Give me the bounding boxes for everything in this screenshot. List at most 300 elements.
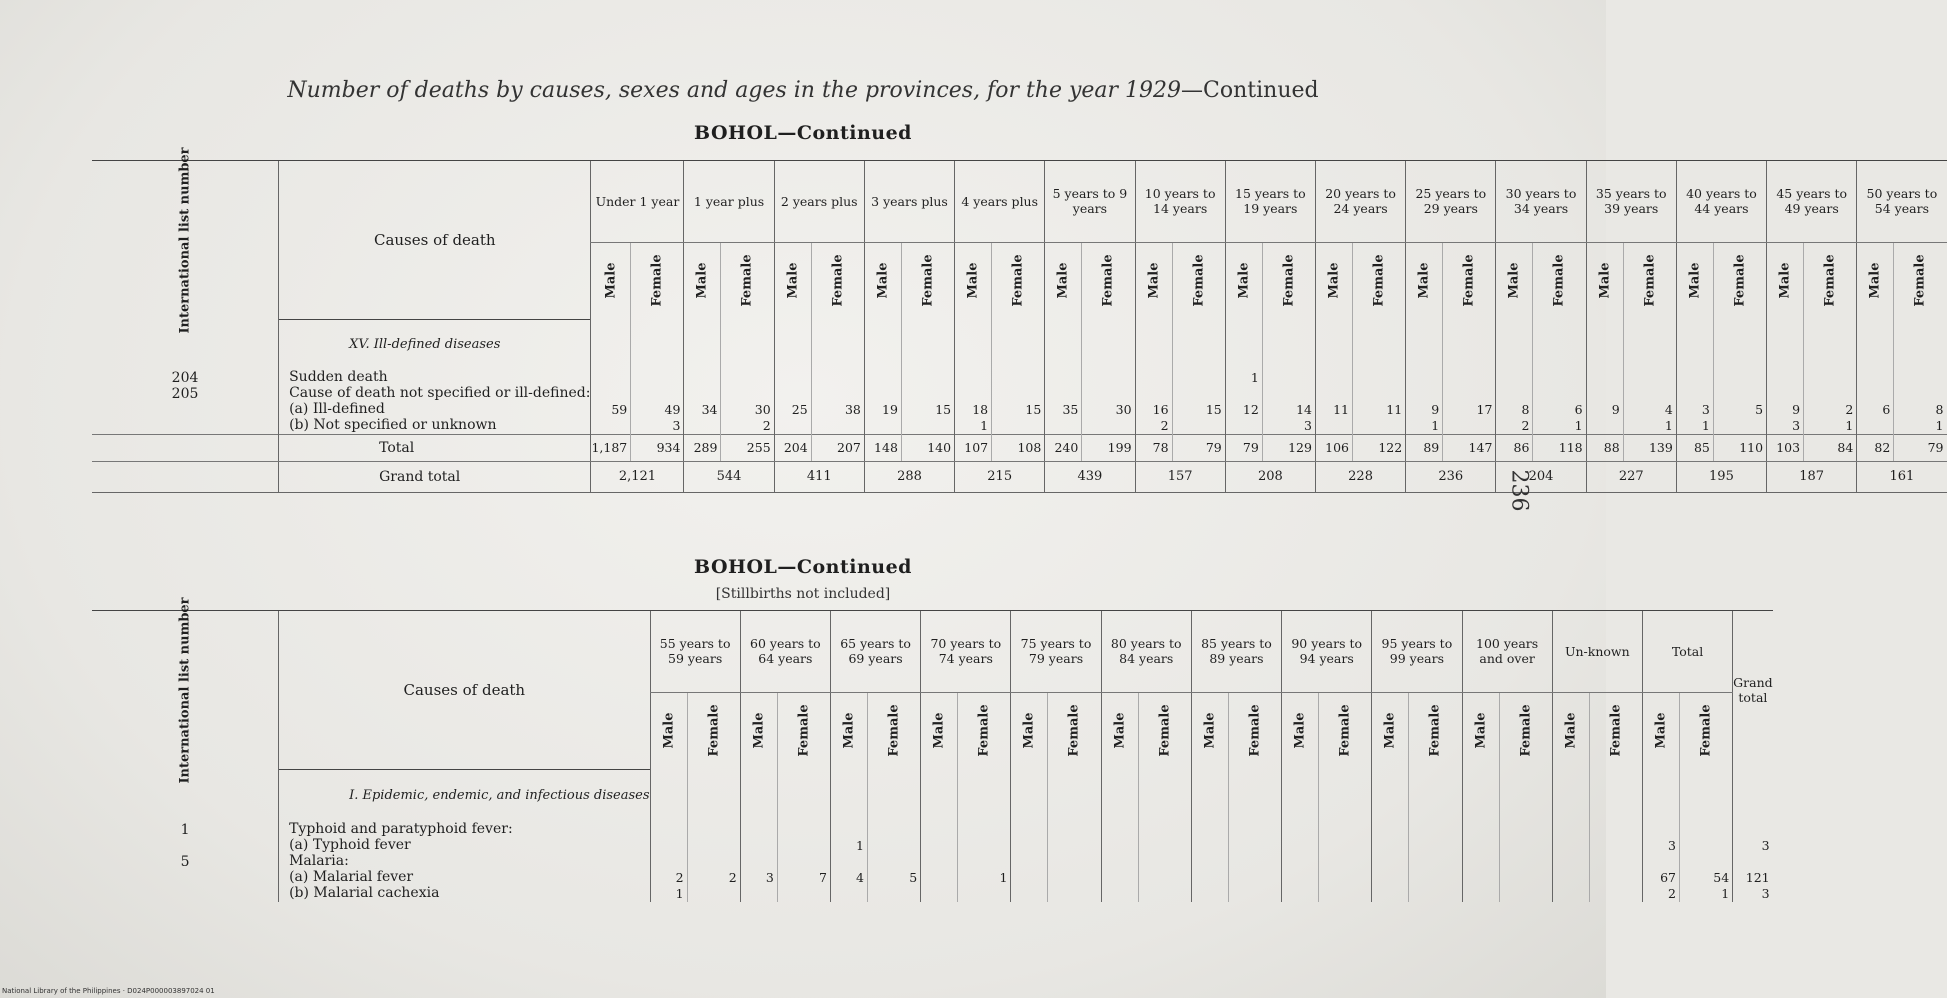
intl-code [92, 838, 279, 854]
value-cell [774, 418, 811, 435]
col-male [740, 692, 777, 769]
value-cell [1082, 370, 1135, 386]
value-cell [1191, 854, 1228, 870]
value-cell [1499, 838, 1552, 854]
total-cell: 122 [1353, 434, 1406, 461]
value-cell: 1 [955, 418, 992, 435]
value-cell [1048, 854, 1101, 870]
col-male [1642, 692, 1679, 769]
value-cell [687, 854, 740, 870]
value-cell: 1 [830, 838, 867, 854]
value-cell: 1 [958, 870, 1011, 886]
sex-label: Female [1100, 254, 1116, 307]
age-group-header: 90 years to 94 years [1282, 611, 1372, 693]
value-cell [1589, 838, 1642, 854]
value-cell [1552, 886, 1589, 902]
value-cell [1045, 370, 1082, 386]
col-male [864, 242, 901, 319]
value-cell [1045, 386, 1082, 402]
value-cell: 2 [1496, 418, 1533, 435]
value-cell: 4 [1623, 402, 1676, 418]
total-cell: 107 [955, 434, 992, 461]
value-cell [1462, 854, 1499, 870]
value-cell [1713, 386, 1766, 402]
value-cell [864, 370, 901, 386]
total-cell: 85 [1676, 434, 1713, 461]
value-cell [1409, 854, 1462, 870]
value-cell [1586, 386, 1623, 402]
table-row [92, 370, 1947, 386]
cause-text: Sudden death [289, 369, 388, 385]
col-female [631, 242, 684, 319]
grand-total-cell: 121 [1733, 870, 1773, 886]
value-cell [1319, 886, 1372, 902]
value-cell: 54 [1679, 870, 1732, 886]
sex-label: Male [1202, 712, 1218, 749]
grand-total-cell: 161 [1857, 461, 1947, 492]
value-cell: 34 [684, 402, 721, 418]
col-female [1589, 692, 1642, 769]
value-cell [1857, 418, 1894, 435]
value-cell [1857, 386, 1894, 402]
value-cell [830, 822, 867, 838]
table1-heading: BOHOL—Continued [694, 122, 912, 144]
sex-label: Female [976, 704, 992, 757]
col-male [1011, 692, 1048, 769]
sex-label: Female [920, 254, 936, 307]
sex-label: Male [603, 262, 619, 299]
value-cell: 1 [1679, 886, 1732, 902]
value-cell [1462, 886, 1499, 902]
cause-label [279, 386, 591, 402]
value-cell [1315, 386, 1352, 402]
intl-code [92, 402, 279, 418]
value-cell [992, 370, 1045, 386]
sex-label: Male [1597, 262, 1613, 299]
table-row [92, 838, 1773, 854]
sex-label: Male [661, 712, 677, 749]
value-cell: 67 [1642, 870, 1679, 886]
value-cell [1135, 386, 1172, 402]
value-cell [1589, 854, 1642, 870]
value-cell: 30 [1082, 402, 1135, 418]
sex-label: Male [751, 712, 767, 749]
value-cell [1262, 386, 1315, 402]
col-male [1552, 692, 1589, 769]
sex-label: Male [694, 262, 710, 299]
value-cell [958, 838, 1011, 854]
section-row [92, 769, 1773, 822]
sex-label: Male [1382, 712, 1398, 749]
table-row [92, 854, 1773, 870]
sex-label: Female [1698, 704, 1714, 757]
value-cell [1319, 838, 1372, 854]
value-cell [992, 418, 1045, 435]
sex-label: Female [1157, 704, 1173, 757]
value-cell [1679, 838, 1732, 854]
col-female [1353, 242, 1406, 319]
sex-label: Male [841, 712, 857, 749]
cause-text: (a) Ill-defined [289, 401, 385, 417]
value-cell [1135, 370, 1172, 386]
total-cell: 148 [864, 434, 901, 461]
value-cell: 9 [1406, 402, 1443, 418]
value-cell [830, 854, 867, 870]
t2-header-ages [92, 611, 1773, 693]
total-cell: 147 [1443, 434, 1496, 461]
grand-total-cell: 208 [1225, 461, 1315, 492]
value-cell: 18 [955, 402, 992, 418]
value-cell: 9 [1586, 402, 1623, 418]
value-cell [1172, 370, 1225, 386]
sex-label: Male [1687, 262, 1703, 299]
sex-label: Male [1777, 262, 1793, 299]
value-cell [1406, 386, 1443, 402]
total-cell: 82 [1857, 434, 1894, 461]
sex-label: Male [931, 712, 947, 749]
value-cell: 19 [864, 402, 901, 418]
sex-label: Female [706, 704, 722, 757]
value-cell: 11 [1353, 402, 1406, 418]
sex-label: Female [1337, 704, 1353, 757]
col-male [1101, 692, 1138, 769]
section-title: I. Epidemic, endemic, and infectious diseases [279, 769, 650, 822]
col-male [1767, 242, 1804, 319]
col-intl-label: International list number [177, 146, 193, 334]
grand-total-cell: 2,121 [591, 461, 684, 492]
age-group-header: 20 years to 24 years [1315, 161, 1405, 243]
value-cell: 7 [777, 870, 830, 886]
sex-label: Female [1642, 254, 1658, 307]
value-cell [1409, 870, 1462, 886]
value-cell: 6 [1533, 402, 1586, 418]
sex-label: Female [1010, 254, 1026, 307]
value-cell [1138, 838, 1191, 854]
value-cell [1372, 886, 1409, 902]
col-male [774, 242, 811, 319]
col-male [830, 692, 867, 769]
value-cell [687, 886, 740, 902]
value-cell [921, 886, 958, 902]
value-cell [1228, 838, 1281, 854]
sex-label: Male [965, 262, 981, 299]
total-cell: 118 [1533, 434, 1586, 461]
sex-label: Female [1247, 704, 1263, 757]
total-cell: 79 [1225, 434, 1262, 461]
value-cell: 30 [721, 402, 774, 418]
sex-label: Male [1021, 712, 1037, 749]
value-cell [1589, 870, 1642, 886]
total-cell: 88 [1586, 434, 1623, 461]
value-cell [1804, 370, 1857, 386]
value-cell [1138, 870, 1191, 886]
table2-note: [Stillbirths not included] [715, 586, 891, 602]
value-cell [1679, 822, 1732, 838]
grand-total-cell: 215 [955, 461, 1045, 492]
value-cell: 6 [1857, 402, 1894, 418]
value-cell: 2 [650, 870, 687, 886]
age-group-header: 70 years to 74 years [921, 611, 1011, 693]
age-group-header: 75 years to 79 years [1011, 611, 1101, 693]
value-cell [650, 822, 687, 838]
value-cell: 15 [901, 402, 954, 418]
cause-label [279, 854, 650, 870]
grand-total-label: Grand total [279, 461, 591, 492]
value-cell [1857, 370, 1894, 386]
value-cell [1372, 854, 1409, 870]
col-female [1172, 242, 1225, 319]
total-cell: 78 [1135, 434, 1172, 461]
value-cell [774, 370, 811, 386]
grand-total-cell: 227 [1586, 461, 1676, 492]
total-cell: 110 [1713, 434, 1766, 461]
value-cell [811, 370, 864, 386]
grand-total-cell: 3 [1733, 838, 1773, 854]
grand-total-cell: 204 [1496, 461, 1586, 492]
value-cell [901, 386, 954, 402]
cause-label [279, 886, 650, 902]
value-cell [1101, 870, 1138, 886]
col-male [1315, 242, 1352, 319]
sex-label: Female [1518, 704, 1534, 757]
col-female [958, 692, 1011, 769]
table2-heading: BOHOL—Continued [694, 556, 912, 578]
value-cell [955, 370, 992, 386]
value-cell: 25 [774, 402, 811, 418]
value-cell [1409, 886, 1462, 902]
col-female [992, 242, 1045, 319]
value-cell [1894, 370, 1947, 386]
value-cell [1642, 822, 1679, 838]
age-group-header: Un-known [1552, 611, 1642, 693]
sex-label: Male [785, 262, 801, 299]
value-cell: 1 [1225, 370, 1262, 386]
value-cell [1228, 886, 1281, 902]
value-cell [992, 386, 1045, 402]
value-cell [868, 854, 921, 870]
value-cell: 2 [687, 870, 740, 886]
value-cell: 15 [1172, 402, 1225, 418]
col-female [1679, 692, 1732, 769]
col-intl-number [92, 596, 279, 784]
value-cell [868, 838, 921, 854]
value-cell [1623, 370, 1676, 386]
total-cell: 84 [1804, 434, 1857, 461]
sex-label: Female [796, 704, 812, 757]
value-cell [1282, 838, 1319, 854]
age-group-header: 35 years to 39 years [1586, 161, 1676, 243]
col-male [650, 692, 687, 769]
cause-text: (a) Typhoid fever [289, 837, 411, 853]
col-female [1262, 242, 1315, 319]
value-cell [1138, 822, 1191, 838]
sex-label: Male [1867, 262, 1883, 299]
sex-label: Female [1608, 704, 1624, 757]
total-cell: 934 [631, 434, 684, 461]
age-group-header: 65 years to 69 years [830, 611, 920, 693]
value-cell [740, 822, 777, 838]
age-group-header: 30 years to 34 years [1496, 161, 1586, 243]
col-female [687, 692, 740, 769]
grand-total-cell [1733, 854, 1773, 870]
value-cell: 1 [1804, 418, 1857, 435]
value-cell [1172, 418, 1225, 435]
grand-total-cell: 187 [1767, 461, 1857, 492]
value-cell [1462, 870, 1499, 886]
value-cell [1679, 854, 1732, 870]
value-cell [650, 854, 687, 870]
col-female [1894, 242, 1947, 319]
sex-label: Male [1236, 262, 1252, 299]
sex-label: Female [830, 254, 846, 307]
value-cell [1496, 386, 1533, 402]
value-cell [1586, 370, 1623, 386]
cause-text: Typhoid and paratyphoid fever: [289, 821, 513, 837]
grand-total-cell: 228 [1315, 461, 1405, 492]
value-cell: 2 [1642, 886, 1679, 902]
cause-label [279, 870, 650, 886]
value-cell [811, 386, 864, 402]
value-cell [1172, 386, 1225, 402]
total-cell: 86 [1496, 434, 1533, 461]
value-cell [1319, 854, 1372, 870]
value-cell [958, 822, 1011, 838]
sex-label: Female [1822, 254, 1838, 307]
cause-label [279, 402, 591, 418]
sex-label: Male [875, 262, 891, 299]
value-cell [1552, 870, 1589, 886]
total-cell: 199 [1082, 434, 1135, 461]
value-cell [1894, 386, 1947, 402]
sex-label: Female [1552, 254, 1568, 307]
cause-text: Malaria: [289, 853, 349, 869]
intl-code: 205 [171, 385, 199, 402]
value-cell: 1 [1623, 418, 1676, 435]
value-cell [1101, 886, 1138, 902]
value-cell [921, 854, 958, 870]
value-cell [1533, 386, 1586, 402]
total-cell: 289 [684, 434, 721, 461]
value-cell: 3 [1767, 418, 1804, 435]
cause-text: Cause of death not specified or ill-defined: [289, 385, 591, 401]
value-cell [1191, 838, 1228, 854]
total-cell: 139 [1623, 434, 1676, 461]
value-cell [864, 386, 901, 402]
age-group-header: 1 year plus [684, 161, 774, 243]
footer-caption: National Library of the Philippines · D024P000003897024 01 [2, 987, 215, 995]
value-cell [1499, 886, 1552, 902]
sex-label: Male [1146, 262, 1162, 299]
col-male [1045, 242, 1082, 319]
table2 [92, 596, 1773, 902]
col-female [721, 242, 774, 319]
page-number: 236 [1506, 469, 1532, 512]
total-cell: 79 [1172, 434, 1225, 461]
value-cell [591, 418, 631, 435]
value-cell [1406, 370, 1443, 386]
age-group-header: 25 years to 29 years [1406, 161, 1496, 243]
value-cell [1011, 886, 1048, 902]
total-cell: 204 [774, 434, 811, 461]
total-cell: 1,187 [591, 434, 631, 461]
col-male [1191, 692, 1228, 769]
table-row [92, 870, 1773, 886]
value-cell: 14 [1262, 402, 1315, 418]
cause-label [279, 370, 591, 386]
col-male [1225, 242, 1262, 319]
sex-label: Male [1416, 262, 1432, 299]
sex-label: Female [1067, 704, 1083, 757]
value-cell [1228, 870, 1281, 886]
sex-label: Male [1506, 262, 1522, 299]
col-female [1048, 692, 1101, 769]
value-cell [1804, 386, 1857, 402]
col-female [1138, 692, 1191, 769]
section-row [92, 319, 1947, 370]
value-cell [1262, 370, 1315, 386]
value-cell: 3 [1262, 418, 1315, 435]
value-cell: 1 [1894, 418, 1947, 435]
value-cell [868, 822, 921, 838]
col-male [1676, 242, 1713, 319]
value-cell [1282, 870, 1319, 886]
age-group-header: 85 years to 89 years [1191, 611, 1281, 693]
main-title: Number of deaths by causes, sexes and ages in the provinces, for the year 1929—Continued [287, 78, 1319, 103]
value-cell: 3 [631, 418, 684, 435]
grand-total-row [92, 461, 1947, 492]
col-female [1533, 242, 1586, 319]
value-cell: 3 [740, 870, 777, 886]
grand-total-cell: 195 [1676, 461, 1766, 492]
table-row [92, 822, 1773, 838]
value-cell [1462, 838, 1499, 854]
table-row [92, 386, 1947, 402]
value-cell [1767, 370, 1804, 386]
value-cell [740, 886, 777, 902]
grand-total-cell: 288 [864, 461, 954, 492]
section-title: XV. Ill-defined diseases [279, 319, 591, 370]
value-cell [1533, 370, 1586, 386]
cause-text: (b) Malarial cachexia [289, 885, 440, 901]
value-cell: 49 [631, 402, 684, 418]
col-male [1372, 692, 1409, 769]
value-cell: 1 [1676, 418, 1713, 435]
value-cell [1101, 854, 1138, 870]
age-group-header: 95 years to 99 years [1372, 611, 1462, 693]
cause-label [279, 418, 591, 435]
value-cell [1372, 822, 1409, 838]
value-cell [1045, 418, 1082, 435]
value-cell [1228, 822, 1281, 838]
col-female [1228, 692, 1281, 769]
value-cell [1499, 854, 1552, 870]
value-cell [1011, 870, 1048, 886]
sex-label: Female [649, 254, 665, 307]
sex-label: Male [1112, 712, 1128, 749]
age-group-header: 15 years to 19 years [1225, 161, 1315, 243]
value-cell [1191, 886, 1228, 902]
grand-total-cell: 411 [774, 461, 864, 492]
value-cell: 11 [1315, 402, 1352, 418]
value-cell [650, 838, 687, 854]
value-cell [1101, 838, 1138, 854]
value-cell [1443, 386, 1496, 402]
value-cell [901, 418, 954, 435]
value-cell: 35 [1045, 402, 1082, 418]
value-cell [1315, 370, 1352, 386]
col-male [1282, 692, 1319, 769]
value-cell [1713, 370, 1766, 386]
